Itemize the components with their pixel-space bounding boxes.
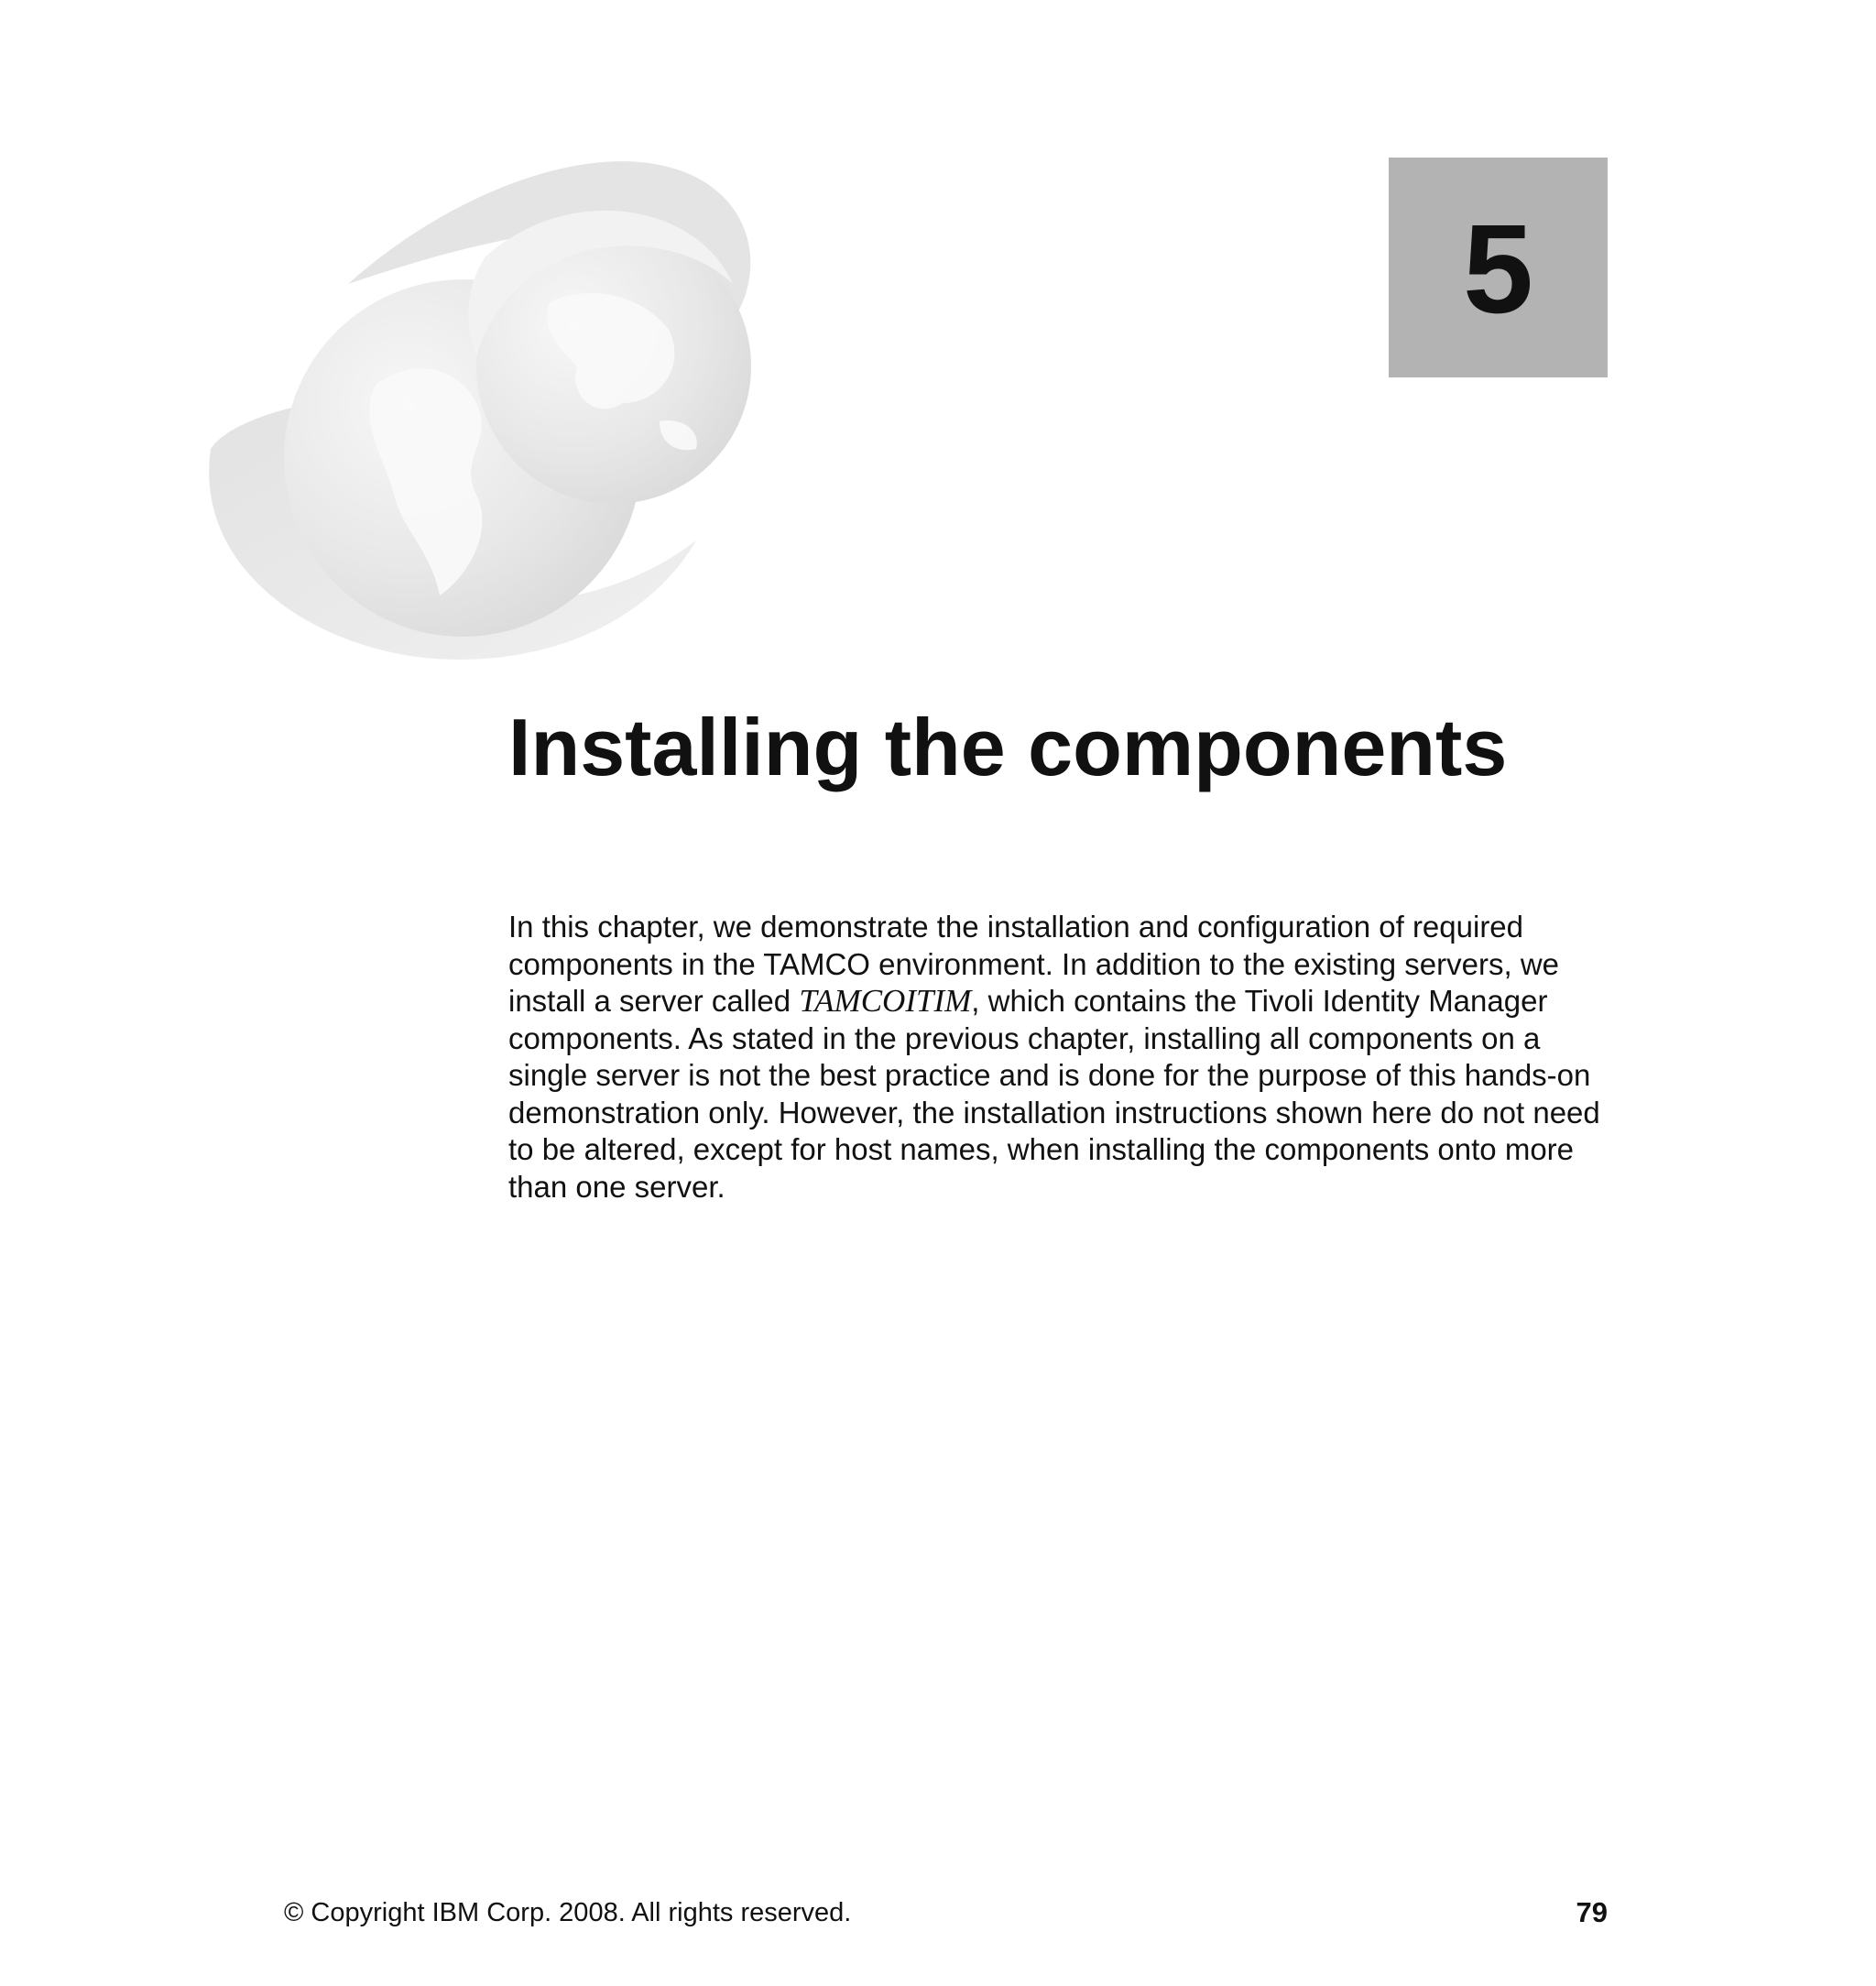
chapter-number-box <box>1389 158 1608 377</box>
intro-text-start: In this chapter, we demonstrate the installation and configuration of required components in the TAMCO environment. In addition to the existing servers, we install a server called <box>508 910 1560 1018</box>
chapter-number: 5 <box>1463 199 1533 340</box>
chapter-title: Installing the components <box>508 702 1508 792</box>
page-number: 79 <box>1576 1896 1608 1928</box>
intro-text-end: , which contains the Tivoli Identity Manager components. As stated in the previous chapter, installing all components on a single server is not the best practice and is done for the purpose of this hands-on demonstration only. However, the installation instructions shown here do not need to be altered, except for host names, when installing the components onto more than one server. <box>508 984 1600 1204</box>
globe-swirl-icon <box>183 147 843 678</box>
intro-paragraph <box>508 909 1617 1206</box>
copyright-notice: © Copyright IBM Corp. 2008. All rights reserved. <box>284 1898 852 1927</box>
server-name: TAMCOITIM <box>799 983 972 1019</box>
